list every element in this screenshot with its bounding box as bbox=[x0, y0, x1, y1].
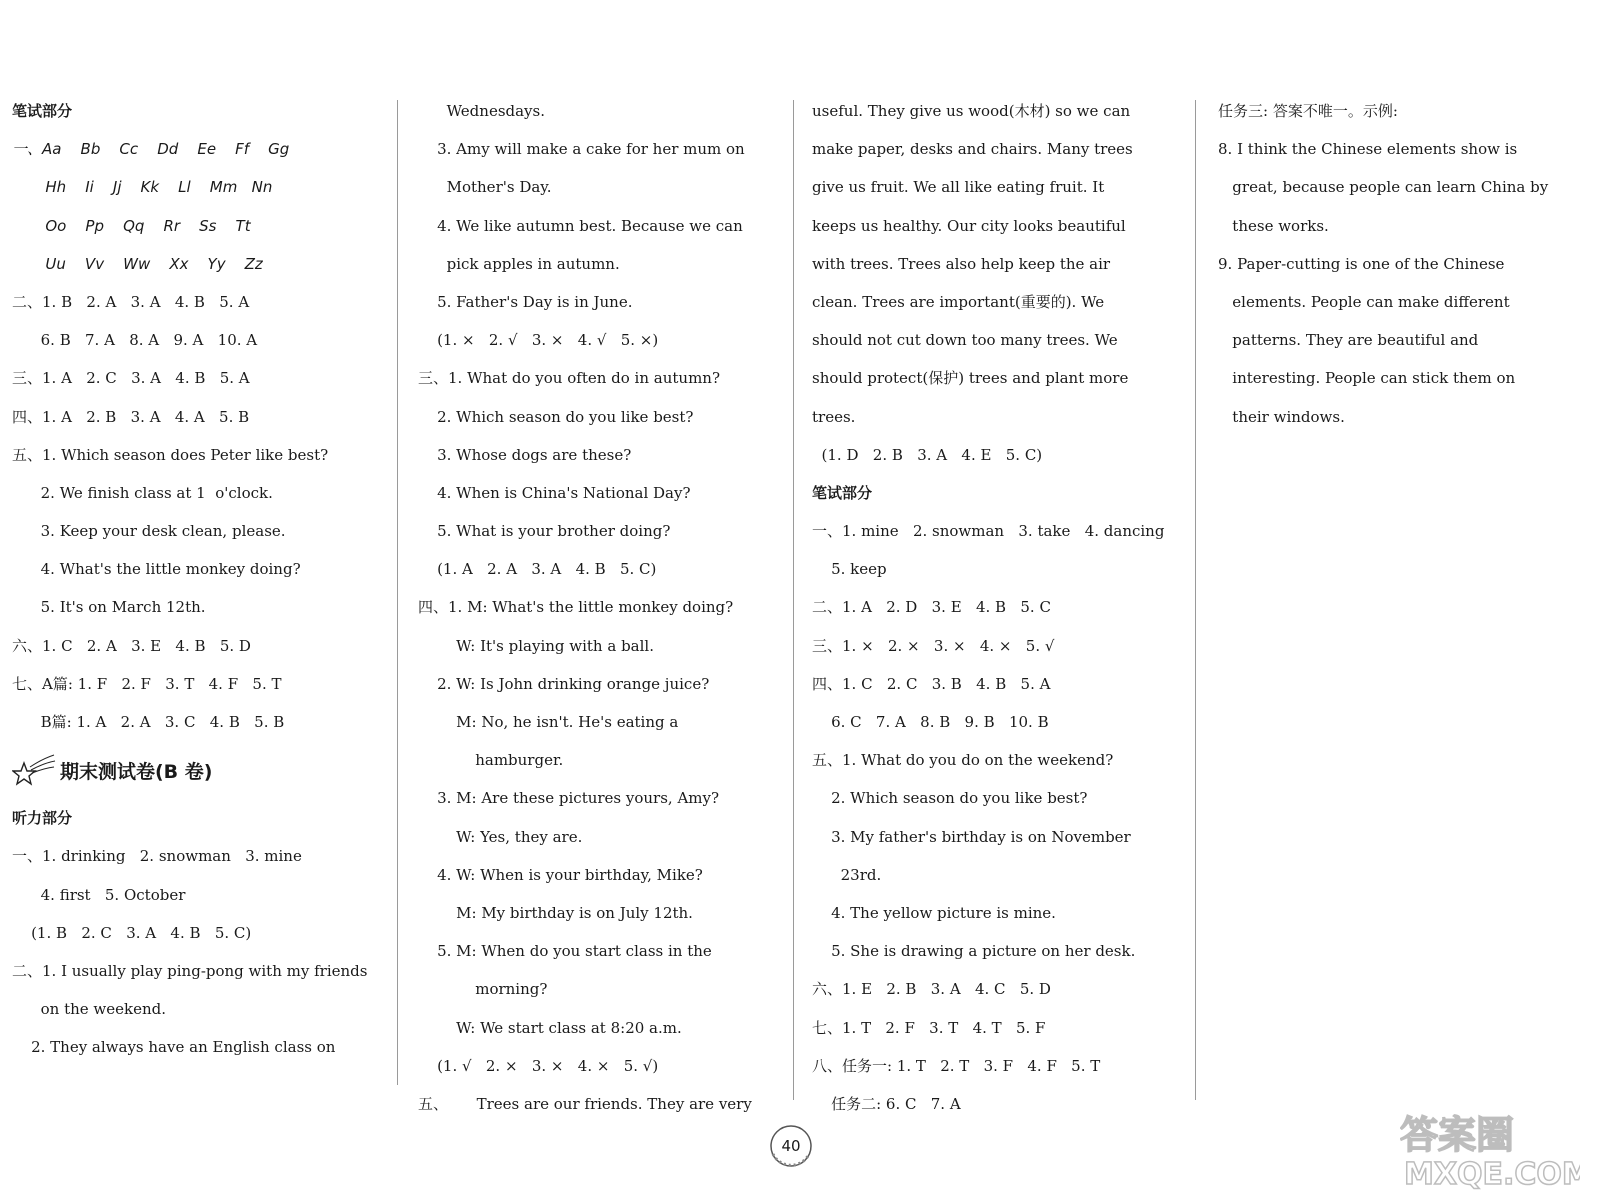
answer-line: 5. What is your brother doing? bbox=[418, 522, 671, 541]
answer-line: 四、1. A 2. B 3. A 4. A 5. B bbox=[12, 407, 250, 426]
answer-line: great, because people can learn China by bbox=[1218, 178, 1549, 197]
answer-line: (1. B 2. C 3. A 4. B 5. C) bbox=[12, 923, 252, 942]
answer-line: with trees. Trees also help keep the air bbox=[812, 254, 1111, 273]
section-heading: 笔试部分 bbox=[812, 483, 873, 502]
answer-line: pick apples in autumn. bbox=[418, 254, 620, 273]
answer-line: 2. Which season do you like best? bbox=[418, 407, 694, 426]
answer-line: 5. keep bbox=[812, 560, 887, 579]
answer-line: W: It's playing with a ball. bbox=[418, 636, 654, 655]
answer-line: W: Yes, they are. bbox=[418, 827, 583, 846]
answer-line: Hh Ii Jj Kk Ll Mm Nn bbox=[12, 178, 273, 197]
column-divider bbox=[397, 100, 398, 1085]
answer-line: 六、1. C 2. A 3. E 4. B 5. D bbox=[12, 636, 251, 655]
answer-line: interesting. People can stick them on bbox=[1218, 369, 1516, 388]
answer-line: 2. They always have an English class on bbox=[12, 1038, 336, 1057]
answer-line: Mother's Day. bbox=[418, 178, 552, 197]
section-title-text: 期末测试卷(B 卷) bbox=[60, 760, 213, 783]
answer-line: 6. C 7. A 8. B 9. B 10. B bbox=[812, 713, 1049, 731]
answer-line: 4. When is China's National Day? bbox=[418, 483, 691, 502]
answer-line: 六、1. E 2. B 3. A 4. C 5. D bbox=[812, 980, 1051, 999]
answer-line: 2. Which season do you like best? bbox=[812, 789, 1088, 808]
answer-line: (1. × 2. √ 3. × 4. √ 5. ×) bbox=[418, 331, 659, 350]
answer-line: 四、1. M: What's the little monkey doing? bbox=[418, 598, 734, 617]
answer-line: make paper, desks and chairs. Many trees bbox=[812, 140, 1133, 159]
answer-line: 8. I think the Chinese elements show is bbox=[1218, 140, 1518, 159]
column-divider bbox=[793, 100, 794, 1100]
answer-line: 23rd. bbox=[812, 865, 882, 884]
answer-line: 3. M: Are these pictures yours, Amy? bbox=[418, 789, 720, 808]
page-number-badge bbox=[763, 1118, 819, 1174]
answer-line: 二、1. B 2. A 3. A 4. B 5. A bbox=[12, 292, 250, 311]
answer-line: 4. We like autumn best. Because we can bbox=[418, 216, 743, 235]
answer-line: morning? bbox=[418, 980, 548, 999]
answer-line: 七、A篇: 1. F 2. F 3. T 4. F 5. T bbox=[12, 674, 282, 693]
answer-line: hamburger. bbox=[418, 751, 564, 770]
answer-line: 4. W: When is your birthday, Mike? bbox=[418, 865, 703, 884]
answer-line: should not cut down too many trees. We bbox=[812, 331, 1118, 350]
answer-line: M: My birthday is on July 12th. bbox=[418, 903, 693, 922]
answer-line: (1. √ 2. × 3. × 4. × 5. √) bbox=[418, 1056, 659, 1075]
answer-line: 3. My father's birthday is on November bbox=[812, 827, 1131, 846]
svg-text:MXQE.COM: MXQE.COM bbox=[1404, 1157, 1580, 1190]
answer-line: 五、1. Which season does Peter like best? bbox=[12, 445, 329, 464]
answer-line: 3. Whose dogs are these? bbox=[418, 445, 632, 464]
answer-line: give us fruit. We all like eating fruit. It bbox=[812, 178, 1105, 197]
answer-column-3 bbox=[812, 92, 1178, 1123]
answer-line: clean. Trees are important(重要的). We bbox=[812, 292, 1105, 311]
answer-line: 一、1. mine 2. snowman 3. take 4. dancing bbox=[812, 522, 1165, 541]
answer-line: on the weekend. bbox=[12, 1000, 166, 1019]
answer-line: trees. bbox=[812, 407, 856, 426]
answer-line: these works. bbox=[1218, 216, 1329, 235]
answer-line: (1. A 2. A 3. A 4. B 5. C) bbox=[418, 560, 657, 579]
answer-line: B篇: 1. A 2. A 3. C 4. B 5. B bbox=[12, 713, 285, 731]
answer-line: 9. Paper-cutting is one of the Chinese bbox=[1218, 254, 1505, 273]
answer-line: 八、任务一: 1. T 2. T 3. F 4. F 5. T bbox=[812, 1056, 1101, 1075]
answer-line: W: We start class at 8:20 a.m. bbox=[418, 1018, 682, 1037]
answer-line: Oo Pp Qq Rr Ss Tt bbox=[12, 216, 251, 235]
answer-line: M: No, he isn't. He's eating a bbox=[418, 713, 679, 731]
watermark-logo bbox=[1400, 1108, 1580, 1190]
answer-line: (1. D 2. B 3. A 4. E 5. C) bbox=[812, 445, 1043, 464]
answer-line: 5. M: When do you start class in the bbox=[418, 942, 712, 961]
answer-line: 五、1. What do you do on the weekend? bbox=[812, 751, 1114, 770]
answer-line: 5. She is drawing a picture on her desk. bbox=[812, 942, 1136, 961]
answer-line: 3. Keep your desk clean, please. bbox=[12, 522, 286, 541]
answer-line: 4. first 5. October bbox=[12, 885, 186, 904]
answer-line: their windows. bbox=[1218, 407, 1345, 426]
answer-line: 二、1. A 2. D 3. E 4. B 5. C bbox=[812, 598, 1051, 617]
svg-text:答案圈: 答案圈 bbox=[1400, 1113, 1515, 1157]
answer-line: 三、1. What do you often do in autumn? bbox=[418, 369, 720, 388]
answer-line: patterns. They are beautiful and bbox=[1218, 331, 1479, 350]
answer-line: 5. It's on March 12th. bbox=[12, 598, 206, 617]
answer-line: 任务二: 6. C 7. A bbox=[812, 1094, 961, 1113]
answer-line: 三、1. × 2. × 3. × 4. × 5. √ bbox=[812, 636, 1055, 655]
answer-line: useful. They give us wood(木材) so we can bbox=[812, 102, 1131, 120]
column-divider bbox=[1195, 100, 1196, 1100]
answer-column-4 bbox=[1218, 92, 1588, 436]
answer-column-2 bbox=[418, 92, 788, 1123]
answer-line: keeps us healthy. Our city looks beautiful bbox=[812, 216, 1126, 235]
answer-line: 三、1. A 2. C 3. A 4. B 5. A bbox=[12, 369, 250, 388]
answer-line: 一、Aa Bb Cc Dd Ee Ff Gg bbox=[12, 140, 290, 159]
answer-line: 2. We finish class at 1 o'clock. bbox=[12, 483, 273, 502]
answer-line: 任务三: 答案不唯一。示例: bbox=[1218, 102, 1398, 120]
answer-line: 七、1. T 2. F 3. T 4. T 5. F bbox=[812, 1018, 1046, 1037]
section-heading: 笔试部分 bbox=[12, 102, 73, 120]
answer-line: 5. Father's Day is in June. bbox=[418, 292, 633, 311]
answer-line: should protect(保护) trees and plant more bbox=[812, 369, 1129, 388]
section-title bbox=[12, 741, 386, 799]
answer-line: 6. B 7. A 8. A 9. A 10. A bbox=[12, 331, 258, 350]
answer-line: 2. W: Is John drinking orange juice? bbox=[418, 674, 710, 693]
page-number: 40 bbox=[781, 1137, 801, 1155]
section-heading: 听力部分 bbox=[12, 809, 73, 828]
answer-line: Uu Vv Ww Xx Yy Zz bbox=[12, 254, 263, 273]
answer-line: elements. People can make different bbox=[1218, 292, 1510, 311]
answer-line: 3. Amy will make a cake for her mum on bbox=[418, 140, 745, 159]
answer-line: 五、 Trees are our friends. They are very bbox=[418, 1094, 752, 1113]
answer-line: 二、1. I usually play ping-pong with my friends bbox=[12, 961, 368, 980]
answer-line: 四、1. C 2. C 3. B 4. B 5. A bbox=[812, 674, 1051, 693]
answer-line: Wednesdays. bbox=[418, 102, 546, 120]
answer-column-1 bbox=[12, 92, 386, 1067]
shooting-star-icon bbox=[12, 753, 56, 787]
answer-line: 一、1. drinking 2. snowman 3. mine bbox=[12, 847, 302, 866]
answer-line: 4. The yellow picture is mine. bbox=[812, 903, 1056, 922]
answer-line: 4. What's the little monkey doing? bbox=[12, 560, 301, 579]
